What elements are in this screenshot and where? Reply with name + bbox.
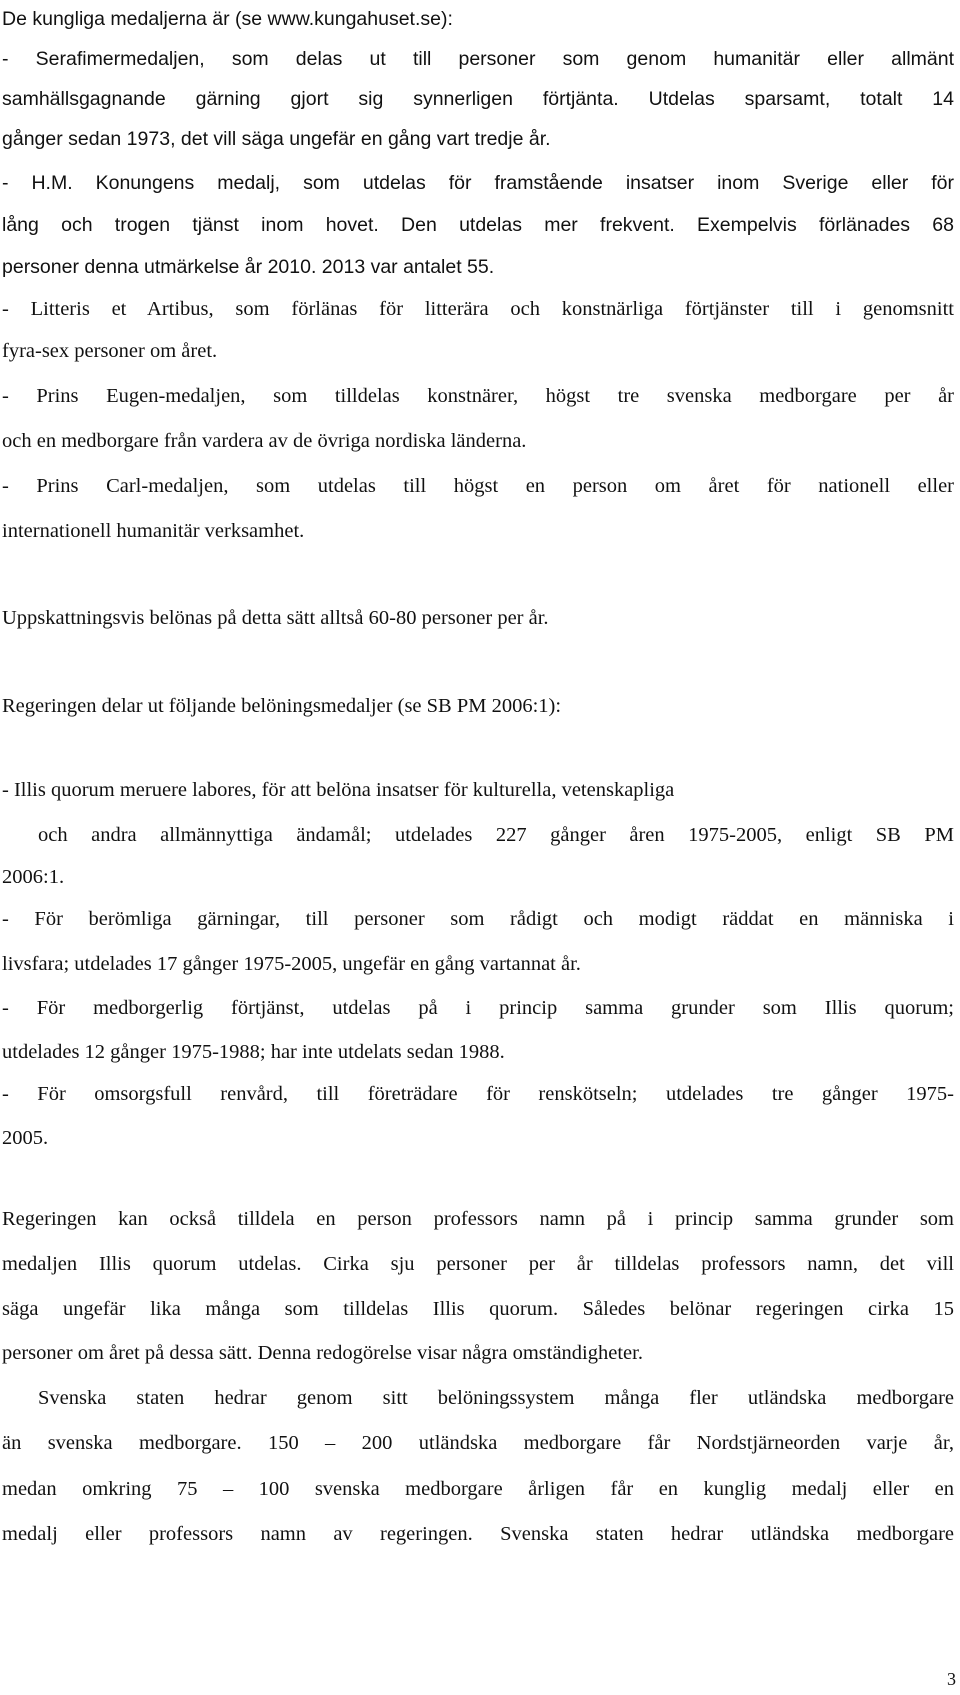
text-line: - H.M. Konungens medalj, som utdelas för framstående insatser inom Sverige eller för bbox=[2, 172, 954, 194]
text-line: 2005. bbox=[2, 1127, 49, 1149]
text-line: fyra-sex personer om året. bbox=[2, 340, 218, 362]
text-line: än svenska medborgare. 150 – 200 utländska medborgare får Nordstjärneorden varje år, bbox=[2, 1432, 954, 1454]
text-line: - För omsorgsfull renvård, till företrädare för renskötseln; utdelades tre gånger 1975- bbox=[2, 1083, 954, 1105]
text-line: - Prins Carl-medaljen, som utdelas till högst en person om året för nationell eller bbox=[2, 475, 954, 497]
text-line: - Litteris et Artibus, som förlänas för litterära och konstnärliga förtjänster till i genomsnitt bbox=[2, 298, 954, 320]
text-line: Regeringen kan också tilldela en person professors namn på i princip samma grunder som bbox=[2, 1208, 954, 1230]
text-line: medaljen Illis quorum utdelas. Cirka sju personer per år tilldelas professors namn, det vill bbox=[2, 1253, 954, 1275]
section-intro-line: Regeringen delar ut följande belöningsmedaljer (se SB PM 2006:1): bbox=[2, 695, 562, 717]
text-line: Svenska staten hedrar genom sitt belöningssystem många fler utländska medborgare bbox=[38, 1387, 954, 1409]
text-line: utdelades 12 gånger 1975-1988; har inte utdelats sedan 1988. bbox=[2, 1041, 505, 1063]
text-line: och andra allmännyttiga ändamål; utdelades 227 gånger åren 1975-2005, enligt SB PM bbox=[38, 824, 954, 846]
text-line: medan omkring 75 – 100 svenska medborgare årligen får en kunglig medalj eller en bbox=[2, 1478, 954, 1500]
text-line: livsfara; utdelades 17 gånger 1975-2005, ungefär en gång vartannat år. bbox=[2, 953, 581, 975]
text-line: säga ungefär lika många som tilldelas Illis quorum. Således belönar regeringen cirka 15 bbox=[2, 1298, 954, 1320]
text-line: 2006:1. bbox=[2, 866, 65, 888]
text-line: - Illis quorum meruere labores, för att belöna insatser för kulturella, vetenskapliga bbox=[2, 779, 675, 801]
text-line: - För berömliga gärningar, till personer som rådigt och modigt räddat en människa i bbox=[2, 908, 954, 930]
text-line: personer denna utmärkelse år 2010. 2013 var antalet 55. bbox=[2, 256, 495, 278]
text-line: och en medborgare från vardera av de övriga nordiska länderna. bbox=[2, 430, 527, 452]
page-number: 3 bbox=[947, 1669, 956, 1689]
summary-line: Uppskattningsvis belönas på detta sätt alltså 60-80 personer per år. bbox=[2, 607, 549, 629]
text-line: personer om året på dessa sätt. Denna redogörelse visar några omständigheter. bbox=[2, 1342, 643, 1364]
text-line: medalj eller professors namn av regeringen. Svenska staten hedrar utländska medborgare bbox=[2, 1523, 954, 1545]
text-line: - Serafimermedaljen, som delas ut till personer som genom humanitär eller allmänt bbox=[2, 48, 954, 70]
text-line: lång och trogen tjänst inom hovet. Den utdelas mer frekvent. Exempelvis förlänades 68 bbox=[2, 214, 954, 236]
intro-line: De kungliga medaljerna är (se www.kungahuset.se): bbox=[2, 8, 453, 30]
text-line: - För medborgerlig förtjänst, utdelas på i princip samma grunder som Illis quorum; bbox=[2, 997, 954, 1019]
text-line: gånger sedan 1973, det vill säga ungefär en gång vart tredje år. bbox=[2, 128, 551, 150]
text-line: internationell humanitär verksamhet. bbox=[2, 520, 305, 542]
text-line: - Prins Eugen-medaljen, som tilldelas konstnärer, högst tre svenska medborgare per år bbox=[2, 385, 954, 407]
text-line: samhällsgagnande gärning gjort sig synnerligen förtjänta. Utdelas sparsamt, totalt 14 bbox=[2, 88, 954, 110]
